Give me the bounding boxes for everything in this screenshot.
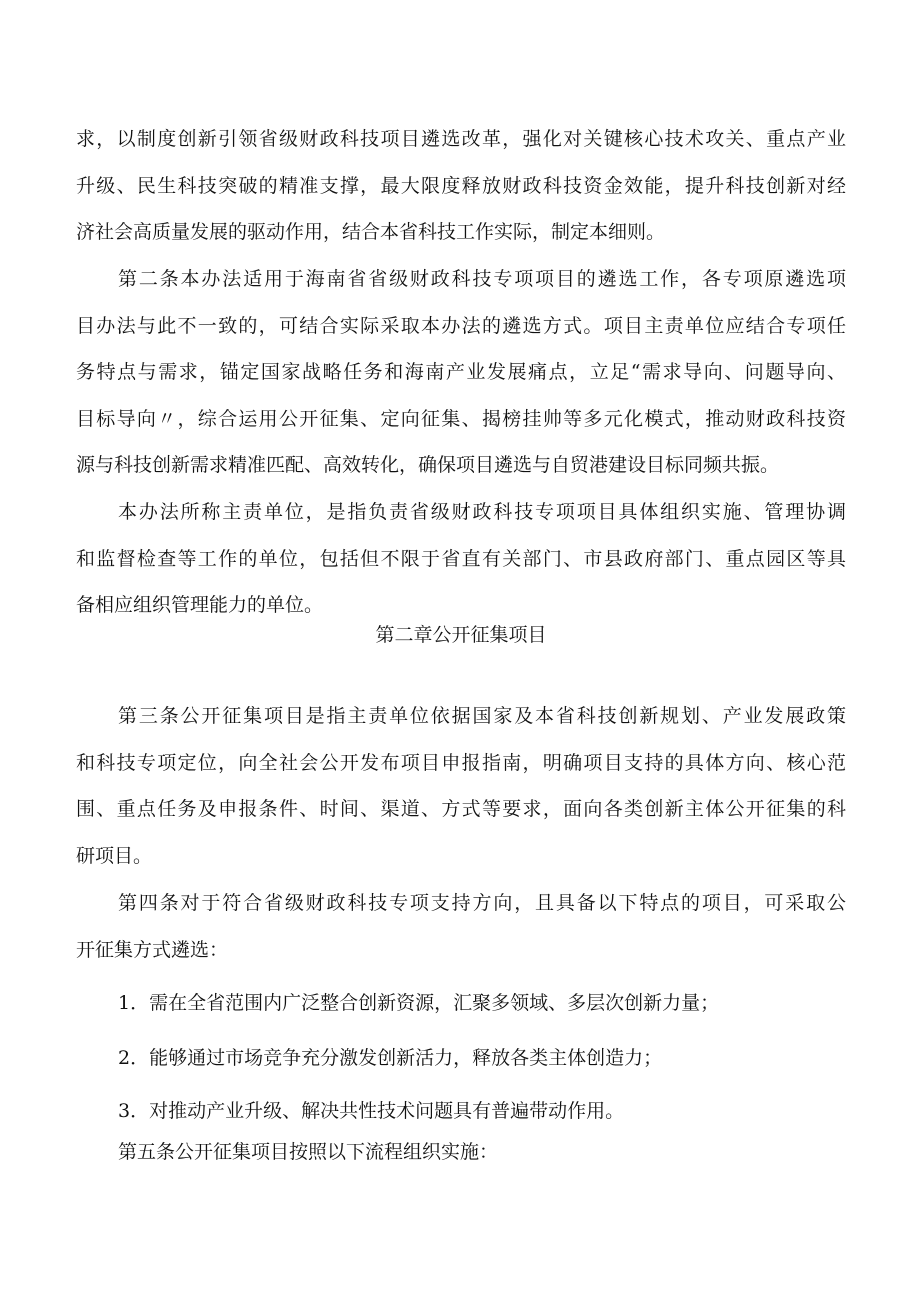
text-line: 求，以制度创新引领省级财政科技项目遴选改革，强化对关键核心技术攻关、重点产业: [76, 128, 846, 150]
text-line: 备相应组织管理能力的单位。: [76, 594, 324, 616]
paragraph-article-2: [76, 256, 846, 489]
text-line: 目标导向〃，综合运用公开征集、定向征集、揭榜挂帅等多元化模式，推动财政科技资: [76, 407, 846, 430]
text-line: 务特点与需求，锚定国家战略任务和海南产业发展痛点，立足“需求导向、问题导向、: [76, 361, 846, 383]
text-line: 和科技专项定位，向全社会公开发布项目申报指南，明确项目支持的具体方向、核心范: [76, 751, 846, 774]
list-item: 3．对推动产业升级、解决共性技术问题具有普遍带动作用。: [118, 1100, 625, 1122]
text-line: 研项目。: [76, 844, 153, 867]
text-line: 源与科技创新需求精准匹配、高效转化，确保项目遴选与自贸港建设目标同频共振。: [76, 454, 780, 476]
paragraph-article-4: [76, 880, 846, 973]
text-line: 和监督检查等工作的单位，包括但不限于省直有关部门、市县政府部门、重点园区等具: [76, 547, 846, 570]
text-line: 第二条本办法适用于海南省省级财政科技专项项目的遴选工作，各专项原遴选项: [118, 268, 846, 290]
text-line: 围、重点任务及申报条件、时间、渠道、方式等要求，面向各类创新主体公开征集的科: [76, 798, 846, 820]
list-item: 1．需在全省范围内广泛整合创新资源，汇聚多领域、多层次创新力量；: [118, 992, 720, 1014]
paragraph-responsible-unit: [76, 489, 846, 629]
text-line: 本办法所称主责单位，是指负责省级财政科技专项项目具体组织实施、管理协调: [118, 501, 846, 523]
text-line: 第四条对于符合省级财政科技专项支持方向，且具备以下特点的项目，可采取公: [118, 892, 846, 914]
paragraph-article-5: 第五条公开征集项目按照以下流程组织实施：: [118, 1141, 499, 1163]
list-item: 2．能够通过市场竞争充分激发创新活力，释放各类主体创造力；: [118, 1047, 663, 1069]
text-line: 升级、民生科技突破的精准支撑，最大限度释放财政科技资金效能，提升科技创新对经: [76, 174, 846, 197]
text-line: 济社会高质量发展的驱动作用，结合本省科技工作实际，制定本细则。: [76, 221, 666, 243]
text-line: 目办法与此不一致的，可结合实际采取本办法的遴选方式。项目主责单位应结合专项任: [76, 314, 846, 337]
text-line: 开征集方式遴选：: [76, 938, 229, 961]
chapter-heading: 第二章公开征集项目: [375, 624, 547, 646]
text-line: 第三条公开征集项目是指主责单位依据国家及本省科技创新规划、产业发展政策: [118, 705, 846, 727]
paragraph-intro-continuation: [76, 116, 846, 256]
paragraph-article-3: [76, 693, 846, 879]
